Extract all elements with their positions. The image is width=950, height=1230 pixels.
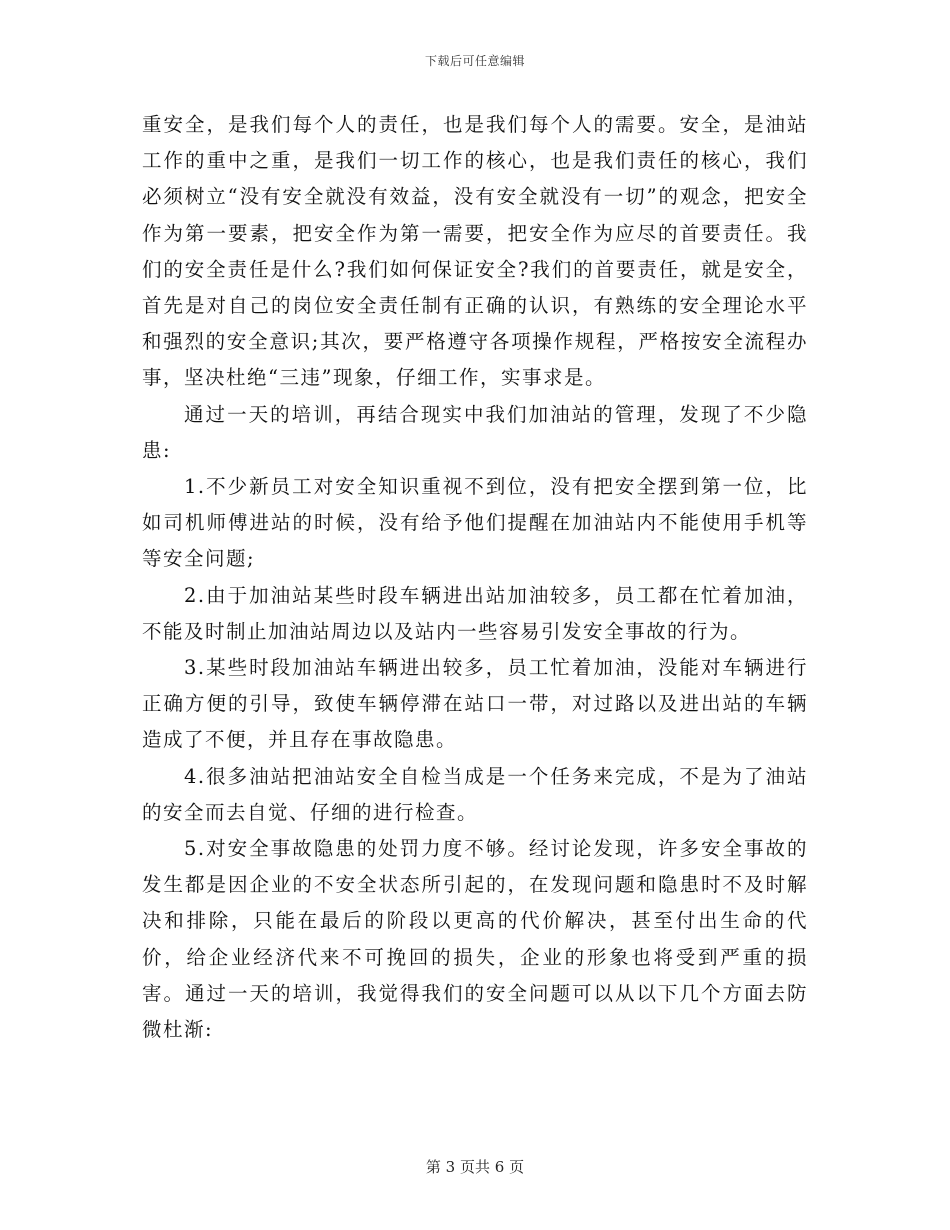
- list-item-2: 2.由于加油站某些时段车辆进出站加油较多，员工都在忙着加油，不能及时制止加油站周边以及站内一些容易引发安全事故的行为。: [142, 583, 808, 643]
- paragraph-training-intro: 通过一天的培训，再结合现实中我们加油站的管理，发现了不少隐患:: [142, 402, 808, 462]
- page-footer: 第 3 页共 6 页: [425, 1158, 525, 1176]
- list-item-1: 1.不少新员工对安全知识重视不到位，没有把安全摆到第一位，比如司机师傅进站的时候，没有给予他们提醒在加油站内不能使用手机等等安全问题;: [142, 475, 808, 571]
- page-header: 下载后可任意编辑: [424, 54, 525, 68]
- paragraph-safety-responsibility: 重安全，是我们每个人的责任，也是我们每个人的需要。安全，是油站工作的重中之重，是我们一切工作的核心，也是我们责任的核心，我们必须树立“没有安全就没有效益，没有安全就没有一切”的观念，把安全作为第一要素，把安全作为第一需要，把安全作为应尽的首要责任。我们的安全责任是什么?我们如何保证安全?我们的首要责任，就是安全，首先是对自己的岗位安全责任制有正确的认识，有熟练的安全理论水平和强烈的安全意识;其次，要严格遵守各项操作规程，严格按安全流程办事，坚决杜绝“三违”现象，仔细工作，实事求是。: [142, 113, 808, 390]
- list-item-3: 3.某些时段加油站车辆进出较多，员工忙着加油，没能对车辆进行正确方便的引导，致使车辆停滞在站口一带，对过路以及进出站的车辆造成了不便，并且存在事故隐患。: [142, 656, 808, 752]
- list-item-5: 5.对安全事故隐患的处罚力度不够。经讨论发现，许多安全事故的发生都是因企业的不安全状态所引起的，在发现问题和隐患时不及时解决和排除，只能在最后的阶段以更高的代价解决，甚至付出生命的代价，给企业经济代来不可挽回的损失，企业的形象也将受到严重的损害。通过一天的培训，我觉得我们的安全问题可以从以下几个方面去防微杜渐:: [142, 837, 808, 1042]
- list-item-4: 4.很多油站把油站安全自检当成是一个任务来完成，不是为了油站的安全而去自觉、仔细的进行检查。: [142, 764, 808, 824]
- document-body: [142, 107, 808, 1048]
